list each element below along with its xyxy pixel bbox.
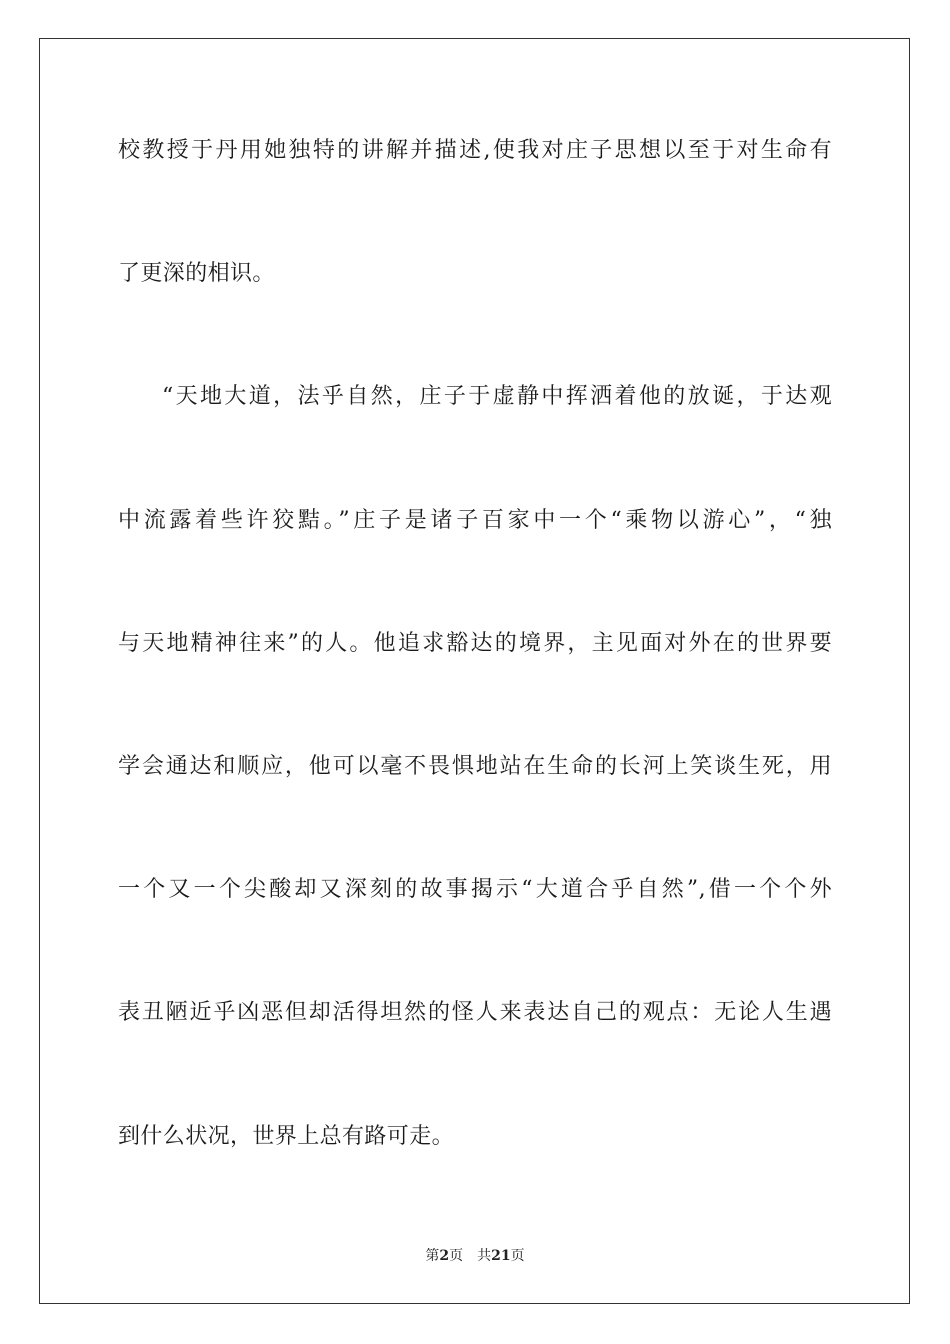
body-line-9: 到什么状况，世界上总有路可走。 xyxy=(118,1124,455,1149)
total-prefix: 共 xyxy=(477,1248,492,1264)
page-prefix: 第 xyxy=(425,1248,440,1264)
page-number: 2 xyxy=(439,1248,450,1264)
total-suffix: 页 xyxy=(510,1248,525,1264)
total-pages: 21 xyxy=(491,1248,511,1264)
body-line-2: 了更深的相识。 xyxy=(118,261,275,286)
body-line-4: 中流露着些许狡黠。”庄子是诸子百家中一个“乘物以游心”，“独 xyxy=(118,508,832,533)
body-line-8: 表丑陋近乎凶恶但却活得坦然的怪人来表达自己的观点：无论人生遇 xyxy=(118,1000,832,1025)
body-line-5: 与天地精神往来”的人。他追求豁达的境界，主见面对外在的世界要 xyxy=(118,631,832,656)
page-footer xyxy=(0,1246,950,1266)
body-line-6: 学会通达和顺应，他可以毫不畏惧地站在生命的长河上笑谈生死，用 xyxy=(118,754,832,779)
page-border xyxy=(39,38,910,1304)
body-line-3: “天地大道，法乎自然，庄子于虚静中挥洒着他的放诞，于达观 xyxy=(162,384,832,409)
body-line-1: 校教授于丹用她独特的讲解并描述,使我对庄子思想以至于对生命有 xyxy=(118,138,832,163)
body-line-7: 一个又一个尖酸却又深刻的故事揭示“大道合乎自然”,借一个个外 xyxy=(118,877,832,902)
page-suffix: 页 xyxy=(449,1248,464,1264)
